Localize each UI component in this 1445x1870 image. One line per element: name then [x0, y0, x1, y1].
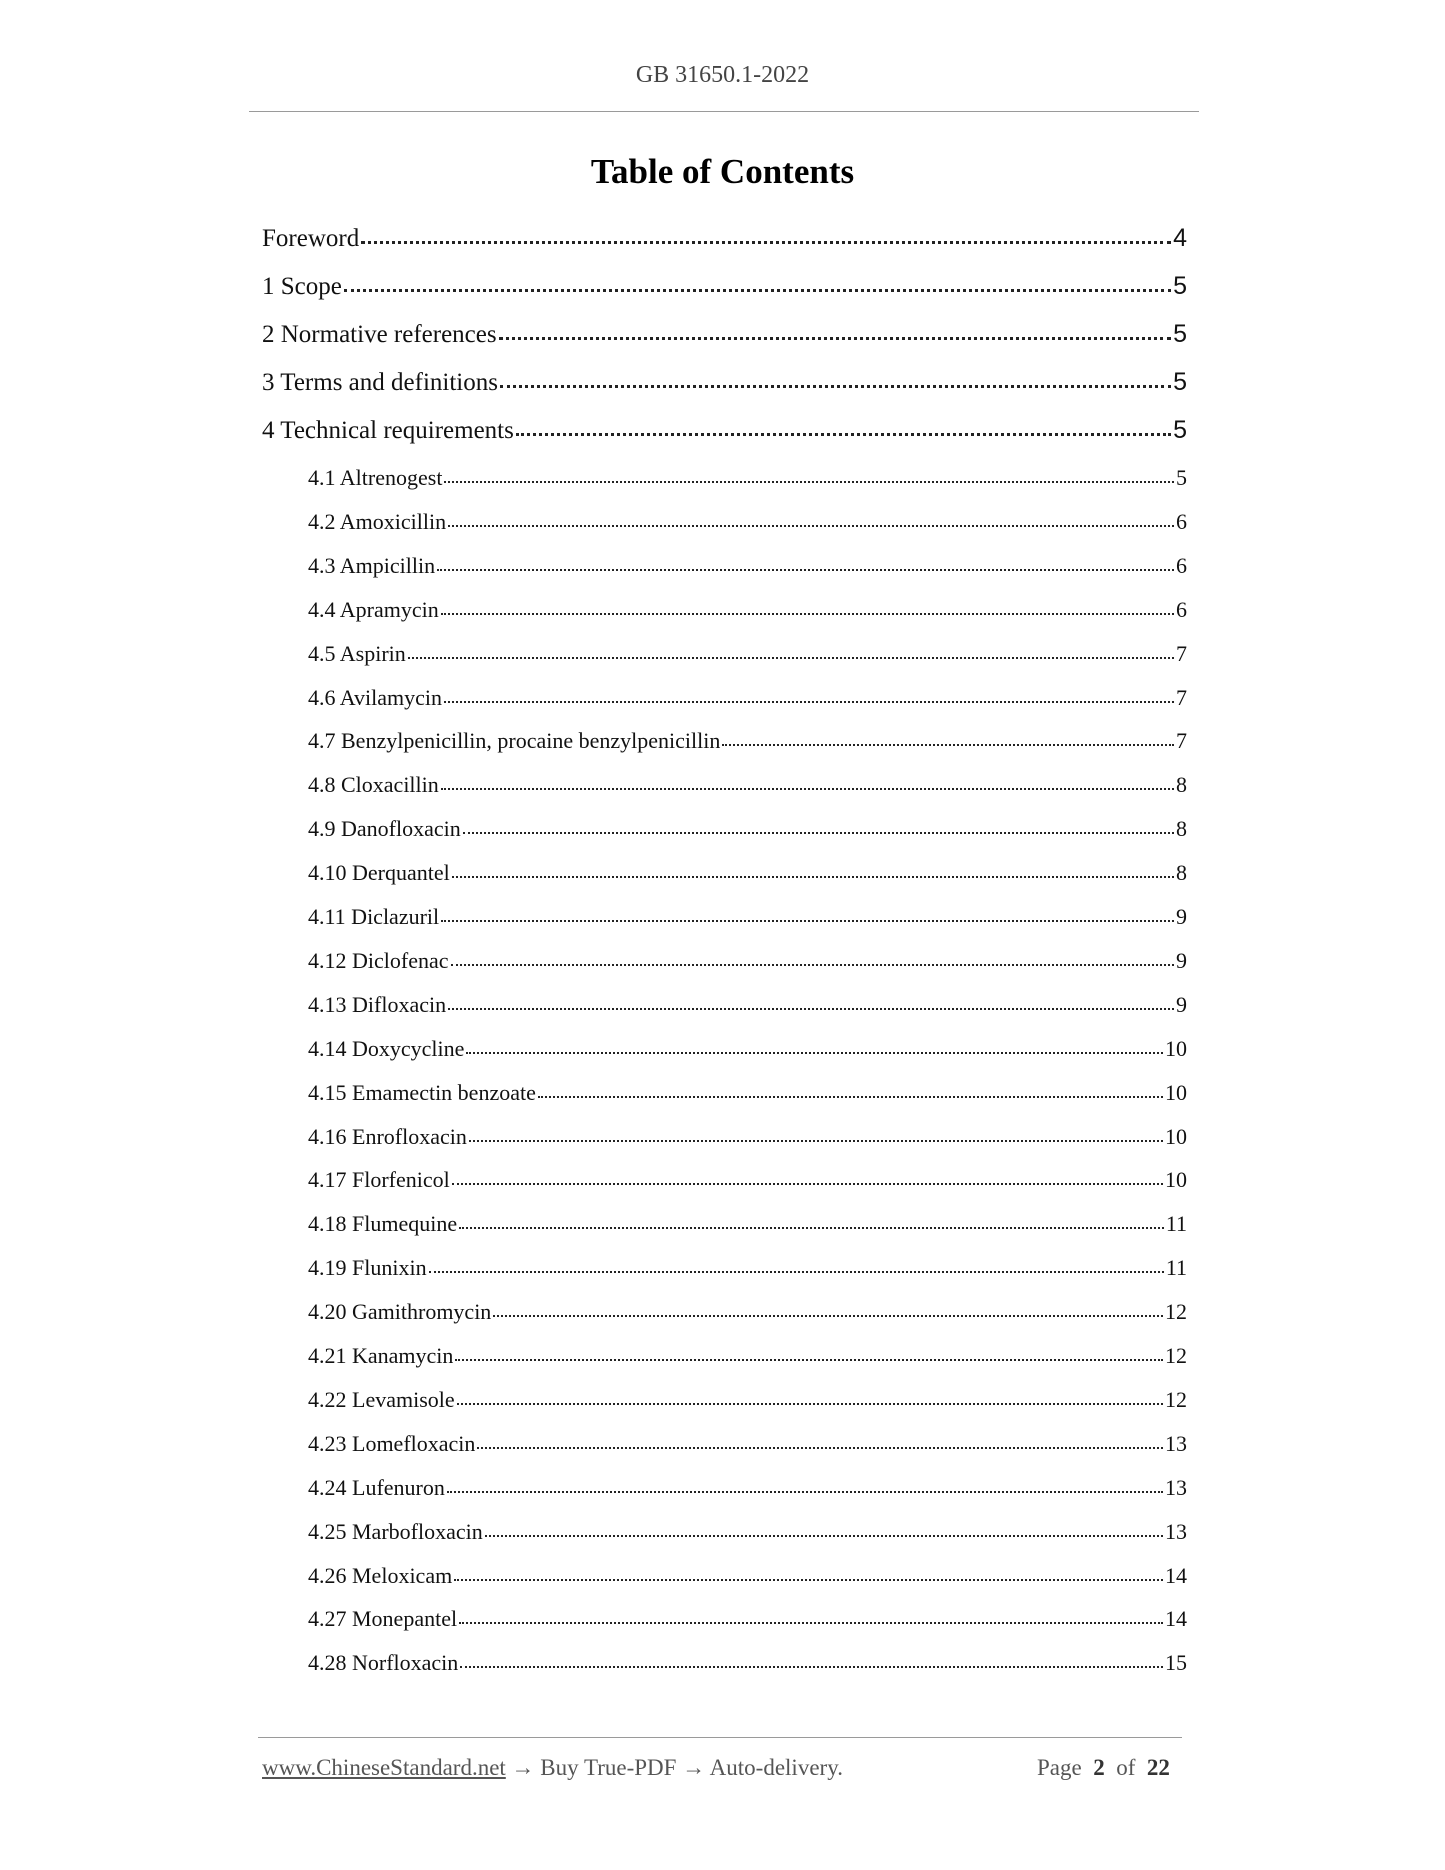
toc-entry-page-number: 6	[1176, 508, 1187, 534]
of-word: of	[1116, 1755, 1136, 1780]
toc-entry-label: 4.24 Lufenuron	[308, 1474, 445, 1500]
dot-leader	[429, 1271, 1164, 1273]
toc-entry-label: 4.26 Meloxicam	[308, 1562, 453, 1588]
toc-entry-page-number: 7	[1176, 684, 1187, 710]
dot-leader	[538, 1096, 1163, 1098]
dot-leader	[463, 832, 1174, 834]
toc-entry-label: 4.11 Diclazuril	[308, 904, 440, 929]
toc-entry-label: 4.27 Monepantel	[308, 1606, 458, 1632]
toc-entry[interactable]	[308, 1036, 1187, 1066]
toc-entry[interactable]	[308, 1343, 1187, 1373]
toc-entry-page-number: 8	[1176, 860, 1187, 886]
website-link[interactable]: www.ChineseStandard.net	[262, 1755, 506, 1780]
dot-leader	[448, 525, 1174, 527]
toc-entry[interactable]	[308, 597, 1187, 627]
dot-leader	[455, 1359, 1163, 1361]
toc-entry-page-number: 13	[1165, 1518, 1187, 1544]
toc-entry-page-number: 7	[1176, 728, 1187, 754]
toc-entry-page-number: 5	[1176, 465, 1187, 490]
toc-entry-label: 4.28 Norfloxacin	[308, 1650, 459, 1676]
toc-entry-label: 4.9 Danofloxacin	[308, 816, 461, 842]
toc-entry-page-number: 5	[1173, 320, 1187, 348]
footer-divider	[258, 1737, 1182, 1738]
toc-entry-label: 4.20 Gamithromycin	[308, 1299, 492, 1325]
toc-entry-page-number: 5	[1173, 272, 1187, 300]
dot-leader	[441, 613, 1174, 615]
toc-entry[interactable]	[308, 948, 1187, 978]
toc-entry[interactable]	[308, 1563, 1187, 1593]
toc-entry-label: 4.3 Ampicillin	[308, 552, 436, 578]
toc-entry-label: 1 Scope	[262, 273, 342, 300]
toc-entry-page-number: 13	[1165, 1430, 1187, 1456]
toc-entry-page-number: 4	[1173, 224, 1187, 252]
dot-leader	[459, 1227, 1164, 1229]
toc-entry-label: 4.16 Enrofloxacin	[308, 1123, 467, 1149]
toc-entry-label: 4.2 Amoxicillin	[308, 508, 447, 534]
toc-entry-label: 4.22 Levamisole	[308, 1386, 455, 1412]
dot-leader	[493, 1315, 1163, 1317]
dot-leader	[451, 964, 1175, 966]
header-divider	[249, 111, 1199, 112]
toc-entry-page-number: 10	[1165, 1035, 1187, 1061]
toc-entry[interactable]	[262, 320, 1187, 354]
toc-entry[interactable]	[308, 1475, 1187, 1505]
dot-leader	[469, 1140, 1163, 1142]
toc-entry[interactable]	[308, 553, 1187, 583]
toc-entry[interactable]	[308, 1167, 1187, 1197]
document-id-header: GB 31650.1-2022	[635, 62, 810, 88]
page-title: Table of Contents	[590, 152, 855, 191]
dot-leader	[447, 1491, 1163, 1493]
toc-entry-label: 4.4 Apramycin	[308, 596, 439, 622]
toc-entry-page-number: 10	[1165, 1079, 1187, 1105]
toc-entry-label: 4.17 Florfenicol	[308, 1167, 450, 1193]
dot-leader	[459, 1622, 1163, 1624]
toc-entry[interactable]	[308, 1431, 1187, 1461]
dot-leader	[344, 289, 1171, 292]
toc-entry-page-number: 10	[1165, 1123, 1187, 1149]
page-word: Page	[1037, 1755, 1082, 1780]
toc-entry-label: 4.25 Marbofloxacin	[308, 1518, 483, 1544]
dot-leader	[452, 1183, 1163, 1185]
toc-entry[interactable]	[308, 728, 1187, 758]
dot-leader	[485, 1535, 1163, 1537]
delivery-text: Auto-delivery.	[709, 1755, 843, 1780]
toc-entry-label: 4.5 Aspirin	[308, 640, 406, 666]
toc-entry[interactable]	[308, 1606, 1187, 1636]
dot-leader	[437, 569, 1174, 571]
toc-entry[interactable]	[262, 272, 1187, 306]
toc-entry[interactable]	[308, 1387, 1187, 1417]
toc-entry-page-number: 9	[1176, 991, 1187, 1017]
toc-entry-label: 4.21 Kanamycin	[308, 1343, 454, 1368]
toc-entry[interactable]	[308, 1124, 1187, 1154]
toc-entry-page-number: 14	[1165, 1562, 1187, 1588]
toc-entry-label: 4.8 Cloxacillin	[308, 772, 439, 798]
dot-leader	[499, 337, 1171, 340]
dot-leader	[444, 701, 1174, 703]
dot-leader	[722, 744, 1174, 746]
toc-entry[interactable]	[308, 1255, 1187, 1285]
toc-entry[interactable]	[308, 1080, 1187, 1110]
toc-entry-label: 4.18 Flumequine	[308, 1211, 458, 1237]
current-page-number: 2	[1093, 1755, 1105, 1780]
toc-entry[interactable]	[308, 772, 1187, 802]
dot-leader	[477, 1447, 1163, 1449]
dot-leader	[361, 241, 1171, 244]
toc-entry-page-number: 6	[1176, 552, 1187, 578]
toc-entry[interactable]	[308, 992, 1187, 1022]
footer-promo	[262, 1755, 843, 1781]
toc-entry-page-number: 12	[1165, 1343, 1187, 1368]
toc-entry[interactable]	[308, 1211, 1187, 1241]
toc-entry[interactable]	[308, 904, 1187, 934]
toc-entry-page-number: 15	[1165, 1650, 1187, 1676]
toc-entry[interactable]	[262, 416, 1187, 450]
toc-entry[interactable]	[308, 685, 1187, 715]
toc-entry-page-number: 5	[1173, 368, 1187, 396]
toc-entry-page-number: 12	[1165, 1386, 1187, 1412]
toc-entry-label: 4.15 Emamectin benzoate	[308, 1079, 536, 1105]
toc-entry-page-number: 14	[1165, 1606, 1187, 1632]
toc-entry-label: Foreword	[262, 225, 360, 252]
dot-leader	[516, 433, 1171, 436]
toc-entry[interactable]	[308, 860, 1187, 890]
dot-leader	[448, 1008, 1174, 1010]
toc-entry-page-number: 12	[1165, 1299, 1187, 1325]
toc-entry-label: 4.7 Benzylpenicillin, procaine benzylpenicillin	[308, 728, 721, 754]
toc-entry-label: 4.1 Altrenogest	[308, 465, 443, 490]
buy-text: Buy True-PDF	[540, 1755, 677, 1780]
dot-leader	[441, 788, 1174, 790]
toc-entry-label: 2 Normative references	[262, 321, 497, 348]
dot-leader	[460, 1666, 1163, 1668]
dot-leader	[466, 1052, 1163, 1054]
toc-entry-page-number: 9	[1176, 947, 1187, 973]
total-page-count: 22	[1146, 1755, 1170, 1780]
dot-leader	[454, 1579, 1163, 1581]
dot-leader	[500, 385, 1171, 388]
toc-entry[interactable]	[308, 1650, 1187, 1680]
toc-entry-label: 4.12 Diclofenac	[308, 947, 449, 973]
toc-entry-label: 4.6 Avilamycin	[308, 684, 443, 710]
toc-entry[interactable]	[308, 641, 1187, 671]
dot-leader	[441, 920, 1174, 922]
toc-entry[interactable]	[308, 509, 1187, 539]
dot-leader	[457, 1403, 1163, 1405]
toc-entry-page-number: 8	[1176, 772, 1187, 798]
toc-entry-page-number: 6	[1176, 596, 1187, 622]
toc-entry-label: 3 Terms and definitions	[262, 369, 498, 396]
arrow-icon: →	[682, 1755, 706, 1780]
toc-entry[interactable]	[262, 368, 1187, 402]
arrow-icon: →	[511, 1755, 535, 1780]
toc-entry[interactable]	[262, 224, 1187, 258]
toc-entry[interactable]	[308, 1519, 1187, 1549]
toc-entry-page-number: 11	[1165, 1211, 1187, 1237]
toc-entry-page-number: 9	[1176, 904, 1187, 929]
toc-entry-label: 4.14 Doxycycline	[308, 1035, 465, 1061]
toc-entry-page-number: 7	[1176, 640, 1187, 666]
toc-entry[interactable]	[308, 816, 1187, 846]
dot-leader	[444, 481, 1174, 483]
toc-entry-page-number: 13	[1165, 1474, 1187, 1500]
toc-entry-label: 4.13 Difloxacin	[308, 991, 447, 1017]
toc-entry[interactable]	[308, 465, 1187, 495]
dot-leader	[408, 657, 1174, 659]
dot-leader	[452, 876, 1174, 878]
toc-entry-label: 4 Technical requirements	[262, 417, 514, 444]
toc-entry-page-number: 11	[1165, 1255, 1187, 1281]
page-indicator	[1037, 1755, 1170, 1781]
toc-entry-label: 4.19 Flunixin	[308, 1255, 427, 1281]
toc-entry[interactable]	[308, 1299, 1187, 1329]
toc-entry-page-number: 5	[1173, 416, 1187, 444]
toc-entry-label: 4.10 Derquantel	[308, 860, 450, 886]
toc-entry-label: 4.23 Lomefloxacin	[308, 1430, 476, 1456]
toc-entry-page-number: 10	[1165, 1167, 1187, 1193]
toc-entry-page-number: 8	[1176, 816, 1187, 842]
